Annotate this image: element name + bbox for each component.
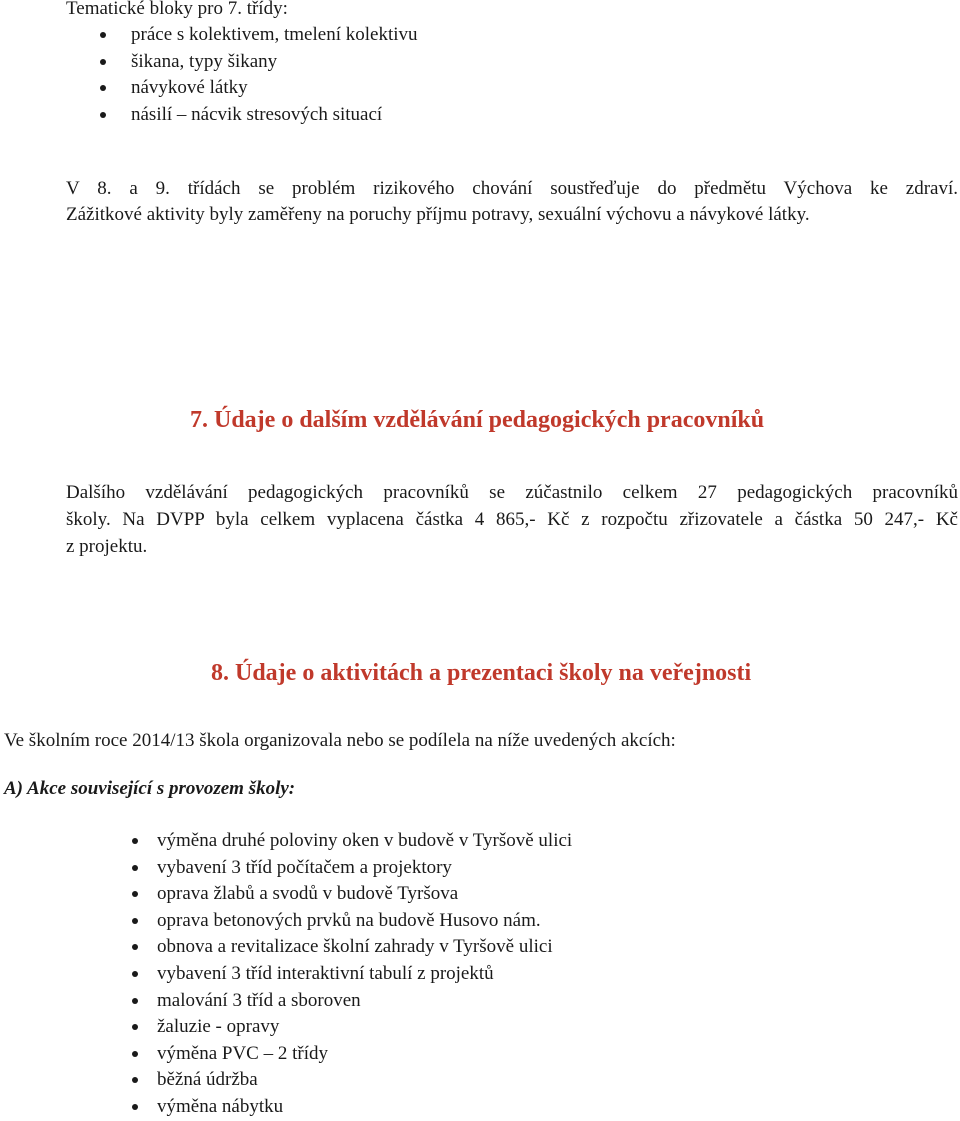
list-item: vybavení 3 tříd interaktivní tabulí z projektů (131, 961, 572, 988)
list-item: obnova a revitalizace školní zahrady v Tyršově ulici (131, 934, 572, 961)
list-item: malování 3 tříd a sboroven (131, 988, 572, 1015)
bullet-icon (132, 1077, 138, 1083)
bullet-icon (132, 971, 138, 977)
list-item: oprava žlabů a svodů v budově Tyršova (131, 881, 572, 908)
paragraph-line: Zážitkové aktivity byly zaměřeny na poruchy příjmu potravy, sexuální výchovu a návykové látky. (66, 204, 810, 225)
bullet-icon (132, 891, 138, 897)
bullet-icon (132, 1104, 138, 1110)
list-item: výměna PVC – 2 třídy (131, 1041, 572, 1068)
list-item: oprava betonových prvků na budově Husovo nám. (131, 908, 572, 935)
bullet-icon (132, 1051, 138, 1057)
list-item: návykové látky (99, 75, 418, 102)
topics-title: Tematické bloky pro 7. třídy: (66, 0, 288, 19)
section-heading-7: 7. Údaje o dalším vzdělávání pedagogických pracovníků (190, 407, 765, 433)
bullet-icon (100, 85, 106, 91)
bullet-icon (132, 918, 138, 924)
bullet-icon (132, 944, 138, 950)
list-item: šikana, typy šikany (99, 49, 418, 76)
bullet-icon (132, 865, 138, 871)
list-item: vybavení 3 tříd počítačem a projektory (131, 855, 572, 882)
list-item: běžná údržba (131, 1067, 572, 1094)
subheading: A) Akce související s provozem školy: (4, 778, 296, 799)
list-item: výměna nábytku (131, 1094, 572, 1121)
bullet-icon (100, 32, 106, 38)
bullet-icon (132, 838, 138, 844)
bullet-icon (132, 1024, 138, 1030)
list-item: žaluzie - opravy (131, 1014, 572, 1041)
topics-list (99, 22, 418, 128)
paragraph-line: V 8. a 9. třídách se problém rizikového chování soustřeďuje do předmětu Výchova ke zdraví. (66, 178, 958, 199)
intro-text: Ve školním roce 2014/13 škola organizovala nebo se podílela na níže uvedených akcích: (4, 730, 676, 751)
bullet-icon (132, 998, 138, 1004)
list-item: násilí – nácvik stresových situací (99, 102, 418, 129)
bullet-icon (100, 112, 106, 118)
list-item: práce s kolektivem, tmelení kolektivu (99, 22, 418, 49)
list-item: výměna druhé poloviny oken v budově v Tyršově ulici (131, 828, 572, 855)
section-heading-8: 8. Údaje o aktivitách a prezentaci školy na veřejnosti (211, 660, 752, 686)
paragraph-line: školy. Na DVPP byla celkem vyplacena částka 4 865,- Kč z rozpočtu zřizovatele a částka 50 247,- Kč (66, 509, 958, 530)
paragraph-line: Dalšího vzdělávání pedagogických pracovníků se zúčastnilo celkem 27 pedagogických pracovníků (66, 482, 958, 503)
activities-list (131, 828, 572, 1121)
paragraph-line: z projektu. (66, 536, 148, 557)
bullet-icon (100, 59, 106, 65)
